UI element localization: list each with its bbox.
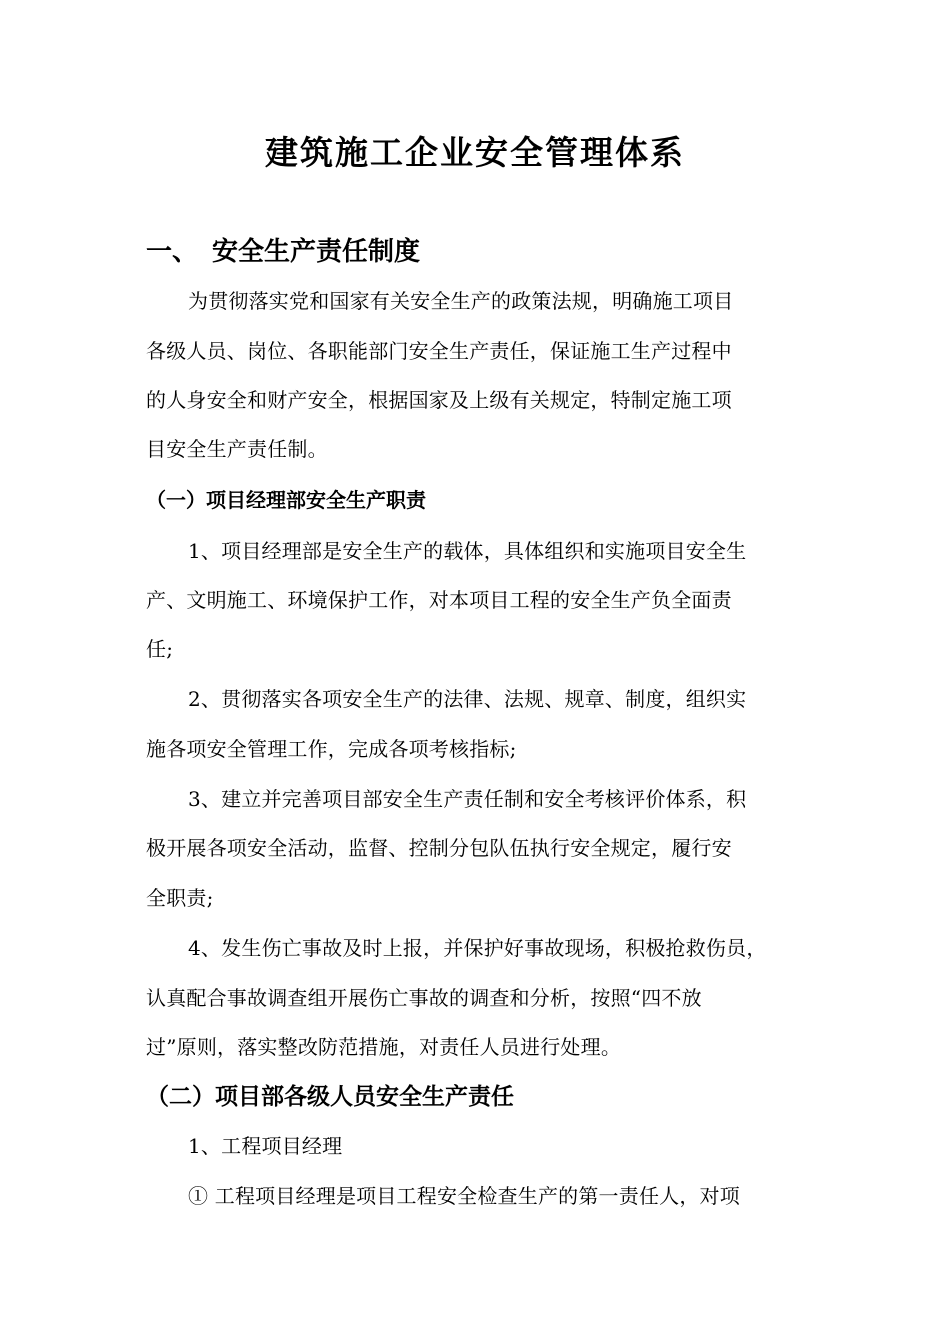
subsection-heading: （一）项目经理部安全生产职责 — [146, 488, 426, 512]
paragraph-line: 的人身安全和财产安全，根据国家及上级有关规定，特制定施工项 — [146, 388, 732, 412]
paragraph-line: 施各项安全管理工作，完成各项考核指标; — [146, 737, 517, 761]
paragraph-line: 3、建立并完善项目部安全生产责任制和安全考核评价体系，积 — [188, 787, 747, 811]
document-title: 建筑施工企业安全管理体系 — [265, 133, 685, 172]
paragraph-line: 4、发生伤亡事故及时上报，并保护好事故现场，积极抢救伤员， — [188, 936, 767, 960]
paragraph-line: 任; — [146, 637, 174, 661]
item-title: 1、工程项目经理 — [188, 1134, 343, 1158]
paragraph-line: 为贯彻落实党和国家有关安全生产的政策法规，明确施工项目 — [188, 289, 734, 313]
paragraph-line: 各级人员、岗位、各职能部门安全生产责任，保证施工生产过程中 — [146, 339, 732, 363]
section-heading — [146, 232, 420, 272]
paragraph-line: 产、文明施工、环境保护工作，对本项目工程的安全生产负全面责 — [146, 588, 732, 612]
paragraph-line: 极开展各项安全活动，监督、控制分包队伍执行安全规定，履行安 — [146, 836, 732, 860]
paragraph-line: 2、贯彻落实各项安全生产的法律、法规、规章、制度，组织实 — [188, 687, 747, 711]
paragraph-line: ① 工程项目经理是项目工程安全检查生产的第一责任人，对项 — [188, 1184, 740, 1208]
paragraph-line: 认真配合事故调查组开展伤亡事故的调查和分析，按照“四不放 — [146, 986, 702, 1010]
paragraph-line: 过”原则，落实整改防范措施，对责任人员进行处理。 — [146, 1035, 622, 1059]
paragraph-line: 1、项目经理部是安全生产的载体，具体组织和实施项目安全生 — [188, 539, 747, 563]
paragraph-line: 目安全生产责任制。 — [146, 437, 328, 461]
section-title: 安全生产责任制度 — [212, 237, 421, 267]
section-number: 一、 — [146, 237, 199, 267]
paragraph-line: 全职责; — [146, 886, 214, 910]
subsection-heading: （二）项目部各级人员安全生产责任 — [146, 1083, 514, 1110]
